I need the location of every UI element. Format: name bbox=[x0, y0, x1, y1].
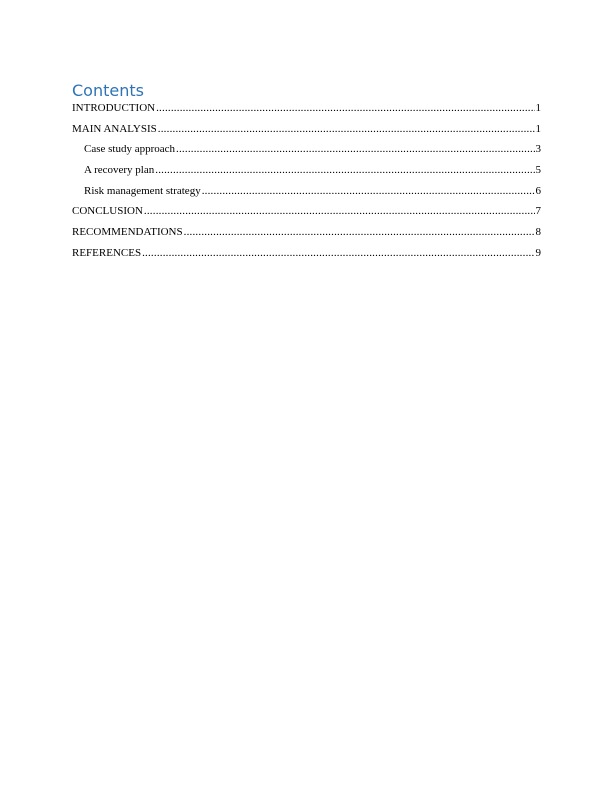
toc-entry-case-study-approach[interactable] bbox=[72, 143, 541, 164]
table-of-contents bbox=[72, 102, 541, 268]
toc-page-number: 6 bbox=[535, 184, 541, 197]
toc-entry-title: CONCLUSION bbox=[72, 205, 143, 218]
toc-entry-references[interactable] bbox=[72, 247, 541, 268]
toc-entry-introduction[interactable] bbox=[72, 102, 541, 123]
toc-entry-recovery-plan[interactable] bbox=[72, 164, 541, 185]
toc-dot-leader bbox=[176, 143, 534, 155]
toc-entry-recommendations[interactable] bbox=[72, 226, 541, 247]
toc-dot-leader bbox=[202, 185, 535, 197]
toc-entry-title: A recovery plan bbox=[84, 164, 155, 177]
toc-page-number: 5 bbox=[535, 164, 541, 177]
toc-page-number: 1 bbox=[535, 122, 541, 135]
toc-heading: Contents bbox=[72, 81, 144, 100]
toc-dot-leader bbox=[184, 226, 535, 238]
toc-page-number: 7 bbox=[535, 205, 541, 218]
toc-dot-leader bbox=[156, 102, 534, 114]
toc-entry-title: RECOMMENDATIONS bbox=[72, 226, 183, 239]
toc-entry-title: Risk management strategy bbox=[84, 184, 201, 197]
toc-entry-risk-management-strategy[interactable] bbox=[72, 185, 541, 206]
toc-dot-leader bbox=[144, 205, 535, 217]
toc-entry-title: REFERENCES bbox=[72, 246, 142, 259]
toc-dot-leader bbox=[155, 164, 534, 176]
toc-entry-title: MAIN ANALYSIS bbox=[72, 122, 157, 135]
toc-page-number: 9 bbox=[535, 246, 541, 259]
toc-page-number: 1 bbox=[535, 102, 541, 114]
toc-entry-main-analysis[interactable] bbox=[72, 123, 541, 144]
toc-entry-conclusion[interactable] bbox=[72, 205, 541, 226]
toc-dot-leader bbox=[142, 247, 534, 259]
toc-page-number: 3 bbox=[535, 143, 541, 156]
toc-entry-title: INTRODUCTION bbox=[72, 102, 156, 114]
toc-entry-title: Case study approach bbox=[84, 143, 176, 156]
toc-page-number: 8 bbox=[535, 226, 541, 239]
toc-dot-leader bbox=[158, 123, 535, 135]
